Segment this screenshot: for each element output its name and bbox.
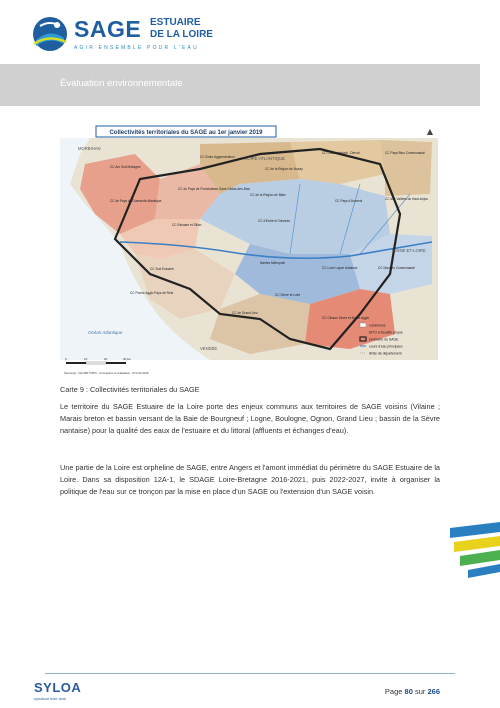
epci-label: CC du Pays de Pontchâteau Saint-Gildas-des-Bois [178,187,250,191]
paragraph-2: Une partie de la Loire est orpheline de SAGE, entre Angers et l'amont immédiat du périmètre du SAGE Estuaire de la Loire. Dans sa disposition 12A-1, le SDAGE Loire-Bretagne 2016-2021, puis 2022-2027, invite à organiser la politique de l'eau sur ce tronçon par la mise en place d'un SAGE ou l'extension d'un SAGE voisin. [60,463,440,497]
legend-item: limite de département [369,351,402,356]
sage-logo [30,14,230,54]
epci-label: CC Pays Bleu Communauté [385,151,425,155]
epci-label: CC de la Région de Blain [250,193,286,197]
decorative-stripes [450,522,500,582]
region-loire-atlantique: LOIRE-ATLANTIQUE [245,156,285,161]
epci-label: CC des Vallées du Haut-Anjou [385,197,428,201]
logo-estuaire: ESTUAIRE [150,17,201,28]
epci-label: CC Clisson Sèvre et Maine Agglo [322,316,370,320]
sage-logo-icon [30,14,70,54]
syloa-logo [34,681,94,703]
legend-item: EPCI à fiscalité propre [369,330,403,335]
logo-title: SAGE [74,16,142,42]
map-title: Collectivités territoriales du SAGE au 1er janvier 2019 [109,130,263,136]
legend-item: communes [369,323,386,328]
scale-tick: 20 [104,357,108,361]
epci-label: Nantes Métropole [260,261,286,265]
north-arrow-icon: ▲ [426,127,434,136]
page-prefix: Page [384,687,403,696]
epci-label: CC Pornic Agglo Pays de Retz [130,291,174,295]
map-source: Source(s) : IGN BD TOPO - Conception et réalisation : SYLOA 2019 [64,371,149,375]
epci-label: CC de Pays de Guérande Atlantique [110,199,162,203]
territory-map [60,124,438,380]
page-total: 266 [427,687,440,696]
epci-label: CC Châteaubriant - Derval [322,151,360,155]
footer-divider [45,673,455,674]
epci-label: CC Sèvre et Loire [275,293,301,297]
page-number [385,687,440,696]
syloa-logo-text: SYLOA [34,680,82,695]
paragraph-1: Le territoire du SAGE Estuaire de la Loire porte des enjeux communs aux territoires de SAGE voisins (Vilaine ; Marais breton et bassin versant de la Baie de Bourgneuf ; Logne, Boulogne, Ognon, Grand Lieu ; bassin de la Sèvre nantaise) pour la qualité des eaux de l'estuaire et du littoral (affluents et échanges d'eau). [60,402,440,436]
epci-label: CC Erdre Agglomération [200,155,235,159]
sea-label: Océan Atlantique [88,330,123,335]
scale-tick: 30 km [123,357,132,361]
syloa-logo-subtitle: syndicat loire aval [34,696,66,701]
map-caption: Carte 9 : Collectivités territoriales du SAGE [60,385,200,394]
region-vendee: VENDÉE [200,346,218,351]
epci-label: CC Sud Estuaire [150,267,174,271]
scale-tick: 0 [65,357,67,361]
epci-label: CC de Grand Lieu [232,311,258,315]
legend-item: périmètre du SAGE [369,337,399,342]
logo-tagline: AGIR ENSEMBLE POUR L'EAU [74,45,199,51]
epci-label: CC d'Erdre et Gesvres [258,219,290,223]
epci-label: CC Arc Sud Bretagne [110,165,141,169]
epci-label: CC Pays d'Ancenis [335,199,363,203]
epci-label: CC Estuaire et Sillon [172,223,202,227]
page-sep: sur [414,687,426,696]
legend-item: cours d'eau principaux [369,344,403,349]
section-title: Évaluation environnementale [60,78,183,89]
logo-loire: DE LA LOIRE [150,29,213,40]
epci-label: CC Mauges Communauté [378,266,415,270]
region-morbihan: MORBIHAN [78,146,101,151]
epci-label: CC de la Région de Nozay [265,167,303,171]
region-maine-et-loire: MAINE-ET-LOIRE [392,248,426,253]
epci-label: CC Loire Layon Aubance [322,266,358,270]
page-current: 80 [404,687,413,696]
scale-tick: 10 [84,357,88,361]
